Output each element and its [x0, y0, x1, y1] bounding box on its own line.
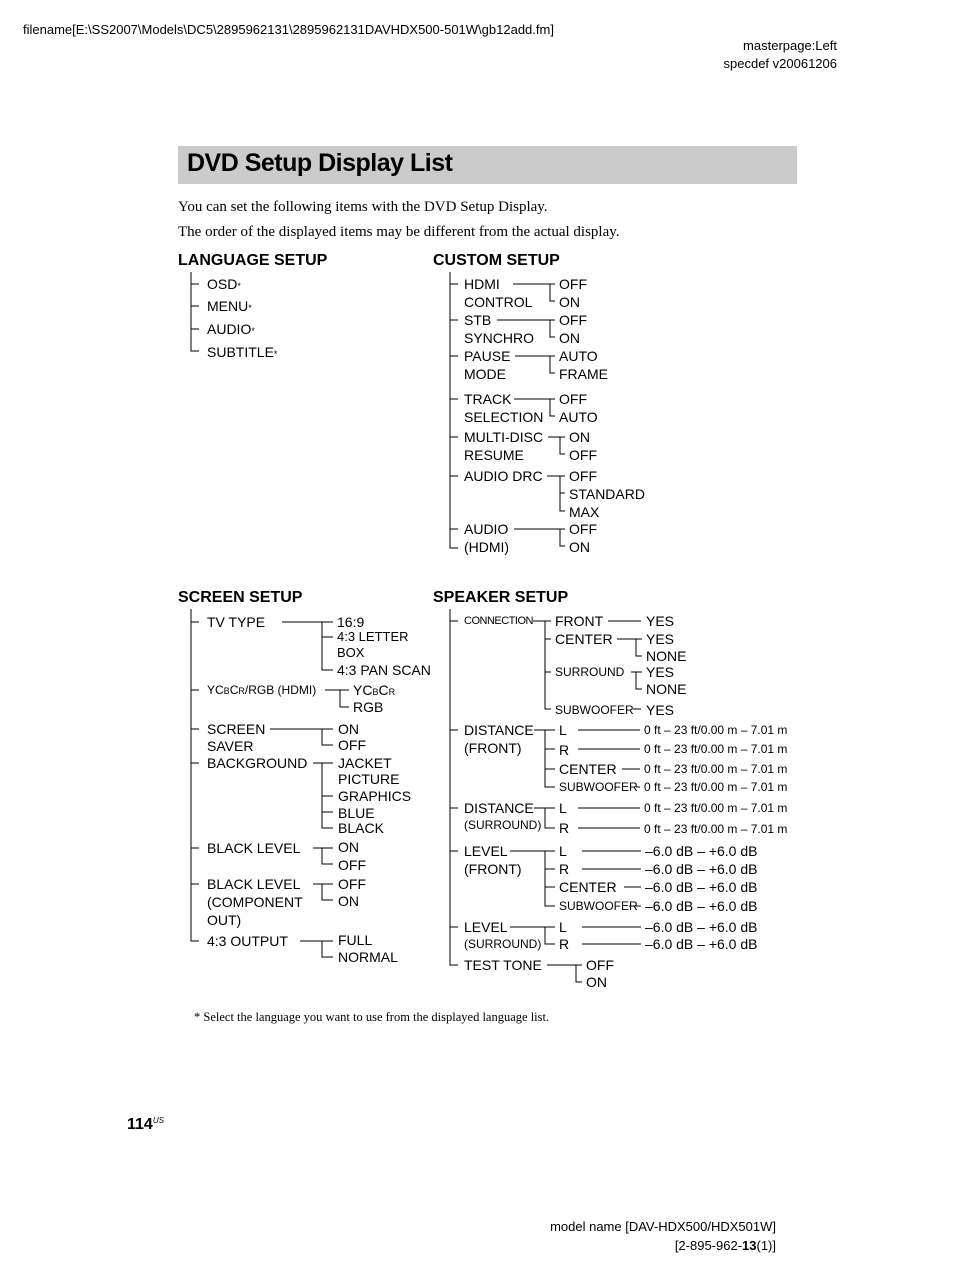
track-selection-opt-auto: AUTO	[559, 409, 598, 425]
audio-drc-opt-max: MAX	[569, 504, 600, 520]
hdmi-control-opt-off: OFF	[559, 276, 587, 292]
audio-drc-opt-off: OFF	[569, 468, 597, 484]
pause-mode-opt-auto: AUTO	[559, 348, 598, 364]
level-surround-range-r: –6.0 dB – +6.0 dB	[645, 936, 758, 952]
opt-part: YC	[353, 682, 373, 698]
level-front-ch-subwoofer: SUBWOOFER	[559, 899, 638, 913]
label-part: YC	[207, 683, 224, 697]
label-sub: R	[238, 686, 245, 696]
page-number-value: 114	[127, 1116, 153, 1133]
audio-drc-opt-standard: STANDARD	[569, 486, 645, 502]
black-level-opt-on: ON	[338, 839, 359, 855]
footer-model-name: model name [DAV-HDX500/HDX501W]	[550, 1219, 776, 1234]
distance-surround-ch-l: L	[559, 800, 567, 816]
item-label: AUDIO	[207, 321, 252, 337]
multi-disc-label-1: MULTI-DISC	[464, 429, 544, 445]
opt-sub: R	[388, 687, 396, 697]
black-level-opt-off: OFF	[338, 857, 366, 873]
distance-front-label-2: (FRONT)	[464, 740, 522, 756]
multi-disc-opt-on: ON	[569, 429, 590, 445]
connection-front-label: FRONT	[555, 613, 604, 629]
intro-line-1: You can set the following items with the DVD Setup Display.	[178, 199, 548, 215]
test-tone-opt-on: ON	[586, 974, 607, 990]
audio-hdmi-label-1: AUDIO	[464, 521, 509, 537]
distance-front-range-l: 0 ft – 23 ft/0.00 m – 7.01 m	[644, 723, 788, 737]
level-front-range-center: –6.0 dB – +6.0 dB	[645, 879, 758, 895]
connection-surround-opt-yes: YES	[646, 664, 675, 680]
intro-line-2: The order of the displayed items may be different from the actual display.	[178, 224, 620, 240]
level-front-ch-center: CENTER	[559, 879, 617, 895]
distance-front-range-r: 0 ft – 23 ft/0.00 m – 7.01 m	[644, 742, 788, 756]
pause-mode-opt-frame: FRAME	[559, 366, 608, 382]
level-surround-label-2: (SURROUND)	[464, 937, 542, 951]
track-selection-opt-off: OFF	[559, 391, 587, 407]
background-opt-jacket: JACKET	[338, 755, 392, 771]
multi-disc-opt-off: OFF	[569, 447, 597, 463]
output-43-opt-normal: NORMAL	[338, 949, 398, 965]
distance-surround-label-1: DISTANCE	[464, 800, 534, 816]
ycbcr-opt	[353, 682, 395, 700]
background-opt-black: BLACK	[338, 820, 384, 836]
multi-disc-label-2: RESUME	[464, 447, 524, 463]
ycbcr-rgb-label	[207, 683, 316, 698]
item-label: SUBTITLE	[207, 344, 274, 360]
stb-synchro-opt-off: OFF	[559, 312, 587, 328]
level-surround-label-1: LEVEL	[464, 919, 508, 935]
opt-part: C	[378, 682, 389, 698]
black-level-comp-label-2: (COMPONENT	[207, 894, 303, 910]
language-item-audio	[207, 321, 255, 339]
screen-saver-label-1: SCREEN	[207, 721, 266, 737]
connection-surround-opt-none: NONE	[646, 681, 687, 697]
screen-saver-opt-off: OFF	[338, 737, 366, 753]
screen-saver-label-2: SAVER	[207, 738, 254, 754]
level-surround-range-l: –6.0 dB – +6.0 dB	[645, 919, 758, 935]
distance-surround-ch-r: R	[559, 820, 570, 836]
output-43-opt-full: FULL	[338, 932, 373, 948]
connection-center-opt-none: NONE	[646, 648, 687, 664]
language-setup-heading: LANGUAGE SETUP	[178, 252, 328, 269]
distance-front-ch-r: R	[559, 742, 570, 758]
page-title: DVD Setup Display List	[187, 149, 453, 177]
tv-type-label: TV TYPE	[207, 614, 266, 630]
masterpage-label: masterpage:Left	[743, 38, 837, 53]
audio-hdmi-label-2: (HDMI)	[464, 539, 510, 555]
output-43-label: 4:3 OUTPUT	[207, 933, 288, 949]
distance-surround-label-2: (SURROUND)	[464, 818, 542, 832]
opt-sub: B	[372, 687, 379, 697]
hdmi-control-opt-on: ON	[559, 294, 580, 310]
black-level-comp-opt-on: ON	[338, 893, 359, 909]
stb-synchro-label-1: STB	[464, 312, 492, 328]
connection-center-label: CENTER	[555, 631, 613, 647]
tv-type-opt-letter: 4:3 LETTER	[337, 629, 409, 644]
distance-front-range-subwoofer: 0 ft – 23 ft/0.00 m – 7.01 m	[644, 780, 788, 794]
black-level-comp-opt-off: OFF	[338, 876, 366, 892]
test-tone-opt-off: OFF	[586, 957, 614, 973]
distance-front-ch-center: CENTER	[559, 761, 617, 777]
background-opt-blue: BLUE	[338, 805, 375, 821]
background-label: BACKGROUND	[207, 755, 308, 771]
custom-setup-heading: CUSTOM SETUP	[433, 252, 560, 269]
audio-hdmi-opt-off: OFF	[569, 521, 597, 537]
tv-type-opt-169: 16:9	[337, 614, 365, 630]
language-item-osd	[207, 276, 241, 294]
background-opt-graphics: GRAPHICS	[338, 788, 412, 804]
track-selection-label-2: SELECTION	[464, 409, 544, 425]
pause-mode-label-1: PAUSE	[464, 348, 511, 364]
item-label: OSD	[207, 276, 238, 292]
asterisk-mark: *	[237, 281, 241, 291]
stb-synchro-opt-on: ON	[559, 330, 580, 346]
audio-hdmi-opt-on: ON	[569, 539, 590, 555]
distance-front-label-1: DISTANCE	[464, 722, 534, 738]
level-front-ch-r: R	[559, 861, 570, 877]
level-surround-ch-r: R	[559, 936, 570, 952]
hdmi-control-label-1: HDMI	[464, 276, 500, 292]
label-part: C	[229, 683, 239, 697]
distance-surround-range-r: 0 ft – 23 ft/0.00 m – 7.01 m	[644, 822, 788, 836]
stb-synchro-label-2: SYNCHRO	[464, 330, 535, 346]
level-surround-ch-l: L	[559, 919, 567, 935]
label-part: /RGB (HDMI)	[244, 683, 317, 697]
footer-code	[675, 1238, 776, 1253]
language-item-subtitle	[207, 344, 277, 362]
distance-front-ch-subwoofer: SUBWOOFER	[559, 780, 638, 794]
page-suffix: US	[152, 1116, 164, 1125]
level-front-range-r: –6.0 dB – +6.0 dB	[645, 861, 758, 877]
distance-front-ch-l: L	[559, 722, 567, 738]
item-label: MENU	[207, 298, 249, 314]
connection-center-opt-yes: YES	[646, 631, 675, 647]
connection-subwoofer-opt-yes: YES	[646, 702, 675, 718]
level-front-label-1: LEVEL	[464, 843, 508, 859]
level-front-range-l: –6.0 dB – +6.0 dB	[645, 843, 758, 859]
code-bold: 13	[742, 1238, 757, 1253]
black-level-label: BLACK LEVEL	[207, 840, 301, 856]
tv-type-opt-panscan: 4:3 PAN SCAN	[337, 662, 431, 678]
specdef-label: specdef v20061206	[723, 56, 837, 71]
footnote: * Select the language you want to use from the displayed language list.	[194, 1010, 550, 1024]
connection-label: CONNECTION	[464, 615, 533, 627]
screen-setup-heading: SCREEN SETUP	[178, 589, 303, 606]
asterisk-mark: *	[251, 326, 255, 336]
connection-subwoofer-label: SUBWOOFER	[555, 703, 634, 717]
connection-front-opt-yes: YES	[646, 613, 675, 629]
test-tone-label: TEST TONE	[464, 957, 542, 973]
black-level-comp-label-1: BLACK LEVEL	[207, 876, 301, 892]
page-number	[127, 1116, 164, 1134]
tv-type-opt-box: BOX	[337, 645, 365, 660]
track-selection-label-1: TRACK	[464, 391, 512, 407]
pause-mode-label-2: MODE	[464, 366, 506, 382]
label-sub: B	[223, 686, 230, 696]
audio-drc-label: AUDIO DRC	[464, 468, 543, 484]
black-level-comp-label-3: OUT)	[207, 912, 242, 928]
distance-surround-range-l: 0 ft – 23 ft/0.00 m – 7.01 m	[644, 801, 788, 815]
screen-saver-opt-on: ON	[338, 721, 359, 737]
background-opt-picture: PICTURE	[338, 771, 400, 787]
distance-front-range-center: 0 ft – 23 ft/0.00 m – 7.01 m	[644, 762, 788, 776]
filename-header: filename[E:\SS2007\Models\DC5\2895962131\2895962131DAVHDX500-501W\gb12add.fm]	[23, 22, 554, 37]
asterisk-mark: *	[248, 303, 252, 313]
asterisk-mark: *	[273, 349, 278, 359]
language-item-menu	[207, 298, 252, 316]
hdmi-control-label-2: CONTROL	[464, 294, 533, 310]
level-front-ch-l: L	[559, 843, 567, 859]
code-prefix: [2-895-962-	[674, 1238, 743, 1253]
connection-surround-label: SURROUND	[555, 665, 625, 679]
speaker-setup-heading: SPEAKER SETUP	[433, 589, 569, 606]
level-front-label-2: (FRONT)	[464, 861, 522, 877]
code-suffix: (1)]	[756, 1238, 776, 1253]
ycbcr-opt-rgb: RGB	[353, 699, 384, 715]
level-front-range-subwoofer: –6.0 dB – +6.0 dB	[645, 898, 758, 914]
